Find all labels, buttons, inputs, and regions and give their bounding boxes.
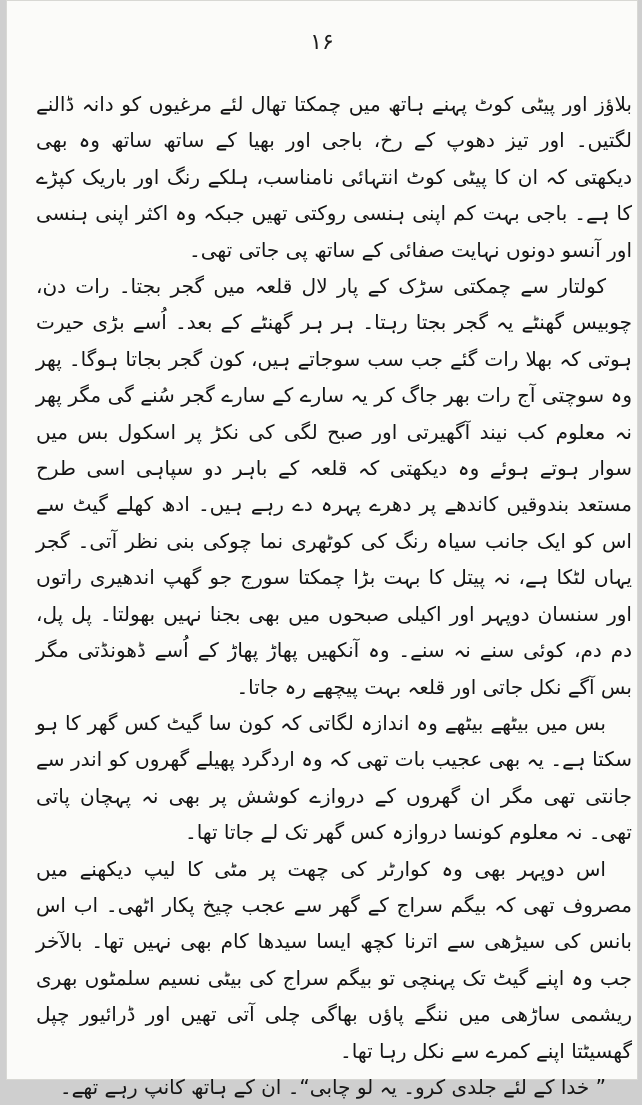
page-number: ۱۶	[310, 30, 334, 55]
paragraph-5: ” خدا کے لئے جلدی کرو۔ یہ لو چابی“۔ ان کے ہاتھ کانپ رہے تھے۔	[59, 1074, 606, 1099]
book-page	[6, 0, 638, 1099]
paragraph-2: کولتار سے چمکتی سڑک کے پار لال قلعہ میں گجر بجتا۔ رات دن، چوبیس گھنٹے یہ گجر بجتا رہتا۔ ہر ہر گھنٹے کے بعد۔ اُسے بڑی حیرت ہوتی کہ بھلا رات گئے جب سب سوجاتے ہیں، کون گجر بجاتا ہوگا۔ پھر وہ سوچتی آج رات بھر جاگ کر یہ سارے کے سارے گجر سُنے گی مگر پھر نہ معلوم کب نیند آگھیرتی اور صبح لگی کی نکڑ پر اسکول بس میں سوار ہوتے ہوئے وہ دیکھتی کہ قلعہ کے باہر دو سپاہی اسی طرح مستعد بندوقیں کاندھے پر دھرے پہرہ دے رہے ہیں۔ ادھ کھلے گیٹ سے اس کو ایک جانب سیاہ رنگ کی کوٹھری نما چوکی بنی نظر آتی۔ گجر یہاں لٹکا ہے، نہ پیتل کا بہت بڑا چمکتا سورج جو گھپ اندھیری راتوں اور سنسان دوپہر اور اکیلی صبحوں میں بھی بجنا نہیں بھولتا۔ پل پل، دم دم، کوئی سنے نہ سنے۔ وہ آنکھیں پھاڑ پھاڑ کے اُسے ڈھونڈتی مگر بس آگے نکل جاتی اور قلعہ بہت پیچھے رہ جاتا۔	[36, 274, 632, 699]
paragraph-1: بلاؤز اور پیٹی کوٹ پہنے ہاتھ میں چمکتا تھال لئے مرغیوں کو دانہ ڈالنے لگتیں۔ اور تیز دھوپ کے رخ، باجی اور بھیا کے ساتھ ساتھ وہ بھی دیکھتی کہ ان کا پیٹی کوٹ انتہائی نامناسب، ہلکے رنگ اور باریک کپڑے کا ہے۔ باجی بہت کم اپنی ہنسی روکتی تھیں جبکہ وہ اکثر اپنی ہنسی اور آنسو دونوں نہایت صفائی کے ساتھ پی جاتی تھی۔	[36, 92, 632, 262]
paragraph-3: بس میں بیٹھے بیٹھے وہ اندازہ لگاتی کہ کون سا گیٹ کس گھر کا ہو سکتا ہے۔ یہ بھی عجیب بات تھی کہ وہ اردگرد پھیلے گھروں کو اندر سے جانتی تھی مگر ان گھروں کے دروازے کوشش پر بھی نہ پہچان پاتی تھی۔ نہ معلوم کونسا دروازہ کس گھر تک لے جاتا تھا۔	[36, 710, 632, 845]
page-body-text	[36, 86, 632, 1099]
paragraph-4: اس دوپہر بھی وہ کوارٹر کی چھت پر مٹی کا لیپ دیکھنے میں مصروف تھی کہ بیگم سراج کے گھر سے عجب چیخ پکار اٹھی۔ اب اس بانس کی سیڑھی سے اترنا کچھ ایسا سیدھا کام بھی نہیں تھا۔ بالآخر جب وہ اپنے گیٹ تک پہنچی تو بیگم سراج کی بیٹی نسیم سلمٹوں بھری ریشمی ساڑھی میں ننگے پاؤں بھاگی چلی آتی تھیں اور ڈرائیور چپل گھسیٹتا اپنے کمرے سے نکل رہا تھا۔	[36, 856, 632, 1063]
